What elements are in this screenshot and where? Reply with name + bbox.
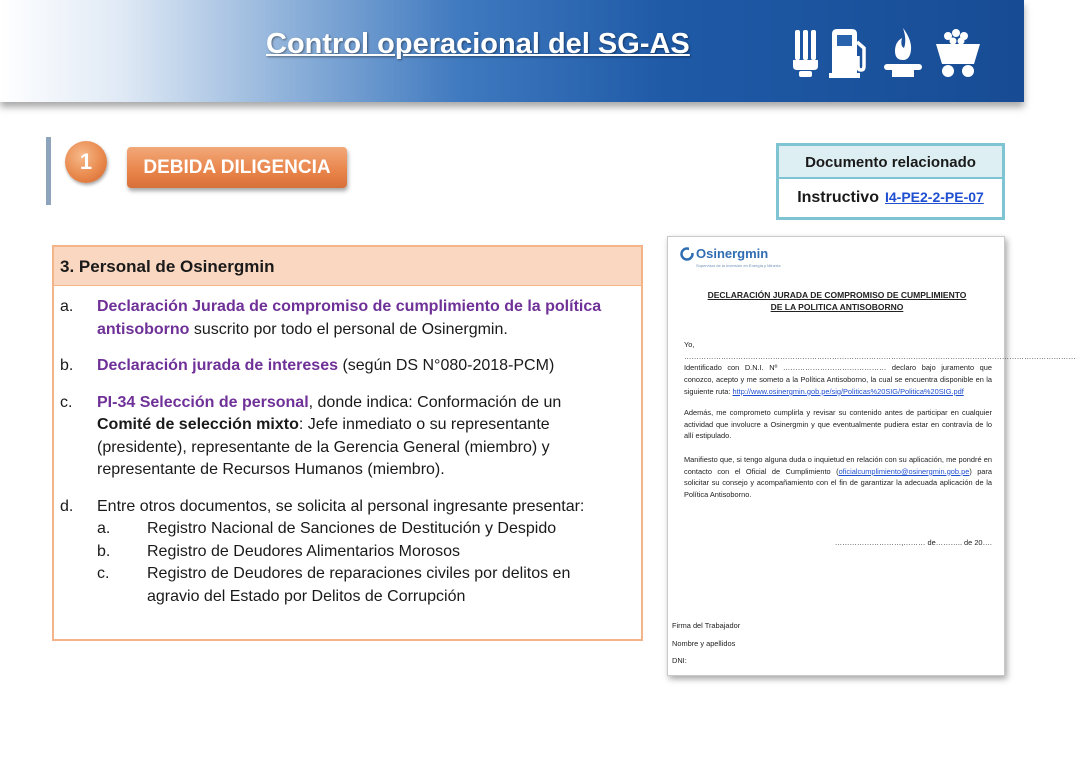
sub-item-text: Registro de Deudores Alimentarios Morosos <box>147 542 461 560</box>
item-highlight: Declaración Jurada de compromiso de cumplimiento de la política antisoborno <box>97 298 602 338</box>
item-highlight: Declaración jurada de intereses <box>97 357 338 374</box>
logo-subtitle: Supervisor de la Inversión en Energía y Minería <box>696 263 781 268</box>
list-item <box>60 355 617 378</box>
sector-icons <box>788 26 988 80</box>
sub-item-text: Registro Nacional de Sanciones de Destitución y Despido <box>147 520 557 537</box>
item-rest: suscrito por todo el personal de Osinergmin. <box>189 320 508 338</box>
item-letter: d. <box>60 497 74 515</box>
logo-mark-icon <box>680 247 694 261</box>
list-item <box>60 496 617 609</box>
preview-paragraph-1 <box>684 339 1076 398</box>
sub-item-letter: a. <box>97 520 111 537</box>
item-highlight: PI-34 Selección de personal <box>97 393 309 411</box>
item-rest2: : Jefe inmediato o su representante (presidente), representante de la Gerencia General (miembro) y representante de Recursos Humanos (miembro). <box>97 416 550 478</box>
panel-body <box>52 286 643 641</box>
item-rest: (según DS N°080-2018-PCM) <box>338 357 555 374</box>
item-letter: a. <box>60 298 74 315</box>
item-text <box>97 355 617 378</box>
sub-item <box>97 518 617 541</box>
list-item <box>60 392 617 482</box>
preview-dni: DNI: <box>672 656 687 665</box>
page-title: Control operacional del SG-AS <box>266 28 690 60</box>
preview-signature: Firma del Trabajador <box>672 621 741 630</box>
related-document-body <box>779 179 1002 216</box>
preview-title-line1: DECLARACIÓN JURADA DE COMPROMISO DE CUMPLIMIENTO <box>707 290 967 300</box>
sub-item-letter: c. <box>97 565 110 582</box>
sub-item-letter: b. <box>97 542 111 560</box>
item-bold: Comité de selección mixto <box>97 416 299 433</box>
item-letter: c. <box>60 393 73 411</box>
osinergmin-logo <box>680 246 810 276</box>
related-document-link[interactable]: I4-PE2-2-PE-07 <box>884 189 984 205</box>
preview-title-line2: DE LA POLITICA ANTISOBORNO <box>770 302 904 312</box>
preview-p1-text: Yo, …………………………………………………………………………………………………………………………………………… Identificado con D.N.I. Nº …………………………………… declaro bajo juramento que conozco, acepto y me someto a la Política Antisoborno, la cual se encuentra disponible en la siguiente ruta: <box>684 340 1076 396</box>
document-preview <box>667 236 1076 676</box>
related-document-header: Documento relacionado <box>779 146 1002 179</box>
step-number: 1 <box>65 141 107 183</box>
item-letter: b. <box>60 357 74 374</box>
sub-item-text: Registro de Deudores de reparaciones civiles por delitos en agravio del Estado por Delitos de Corrupción <box>147 565 571 605</box>
fuel-pump-icon <box>828 26 870 80</box>
preview-paragraph-2: Además, me comprometo cumplirla y revisar su contenido antes de participar en cualquier actividad que involucre a Osinergmin y que eventualmente pudiera estar en contravía de lo allí estipulado. <box>684 408 992 441</box>
item-rest: , donde indica: Conformación de un <box>308 393 562 411</box>
logo-text: Osinergmin <box>696 246 769 261</box>
preview-p3-link[interactable]: oficialcumplimiento@osinergmin.gob.pe <box>838 466 970 476</box>
panel-title: 3. Personal de Osinergmin <box>52 245 643 287</box>
item-intro: Entre otros documentos, se solicita al personal ingresante presentar: <box>97 497 585 515</box>
item-text <box>97 496 617 609</box>
preview-p3-after: ) para solicitar su consejo y acompañamiento con el fin de garantizar la adecuada aplicación de la Política Antisoborno. <box>684 466 992 500</box>
mining-cart-icon <box>934 26 982 80</box>
related-document-box <box>776 143 1005 220</box>
list-item <box>60 296 617 341</box>
accent-bar <box>46 137 51 205</box>
preview-paragraph-3 <box>684 454 992 501</box>
gas-flame-icon <box>880 26 926 80</box>
related-document-prefix: Instructivo <box>797 189 879 206</box>
preview-date-line: ………………………,……… de……….. de 20…. <box>834 538 992 547</box>
sub-item <box>97 563 617 608</box>
sub-item <box>97 541 617 564</box>
preview-p3-before: Manifiesto que, si tengo alguna duda o inquietud en relación con su aplicación, me pondré en contacto con el Oficial de Cumplimiento ( <box>684 455 992 476</box>
section-badge: DEBIDA DILIGENCIA <box>127 147 347 188</box>
lightbulb-icon <box>788 26 822 80</box>
item-text <box>97 296 617 341</box>
preview-name: Nombre y apellidos <box>672 639 736 648</box>
preview-title <box>684 289 990 313</box>
item-text <box>97 392 617 482</box>
preview-p1-link[interactable]: http://www.osinergmin.gob.pe/sig/Politicas%20SIG/Politica%20SIG.pdf <box>732 386 964 396</box>
header-banner <box>0 0 1024 102</box>
